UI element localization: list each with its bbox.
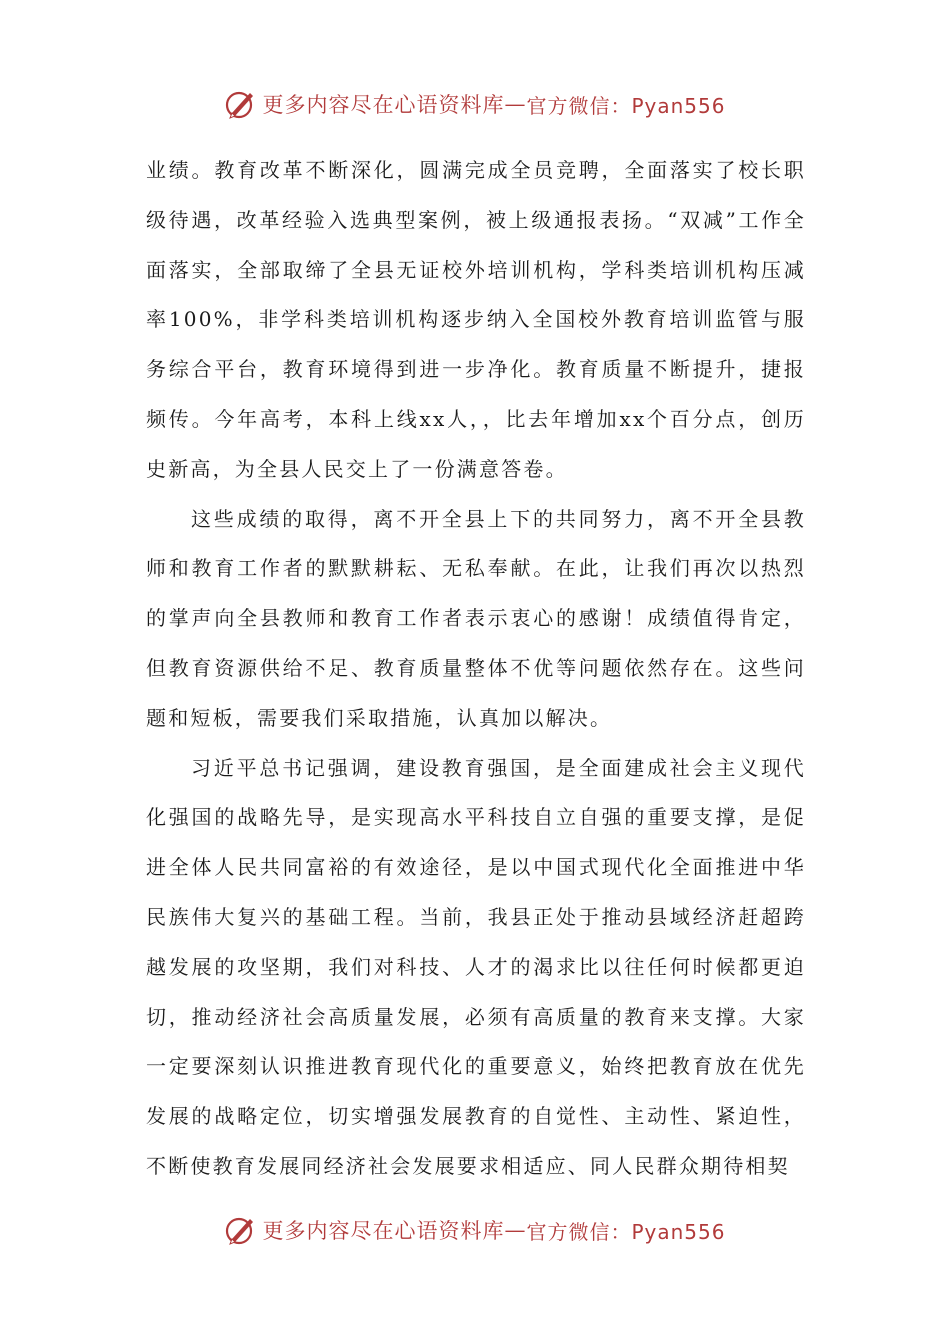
paragraph-thanks: 这些成绩的取得，离不开全县上下的共同努力，离不开全县教师和教育工作者的默默耕耘、无私奉献。在此，让我们再次以热烈的掌声向全县教师和教育工作者表示衷心的感谢！成绩值得肯定，但教育资源供给不足、教育质量整体不优等问题依然存在。这些问题和短板，需要我们采取措施，认真加以解决。 [146, 506, 806, 730]
banner-dash: — [504, 1218, 527, 1242]
pen-logo-icon [224, 1213, 258, 1247]
banner-wechat-text: 官方微信：Pyan556 [526, 93, 726, 118]
footer-watermark-banner [0, 1210, 950, 1250]
header-watermark-banner [0, 84, 950, 124]
paragraph-education-power: 习近平总书记强调，建设教育强国，是全面建成社会主义现代化强国的战略先导，是实现高水平科技自立自强的重要支撑，是促进全体人民共同富裕的有效途径，是以中国式现代化全面推进中华民族伟大复兴的基础工程。当前，我县正处于推动县域经济赶超跨越发展的攻坚期，我们对科技、人才的渴求比以往任何时候都更迫切，推动经济社会高质量发展，必须有高质量的教育来支撑。大家一定要深刻认识推进教育现代化的重要意义，始终把教育放在优先发展的战略定位，切实增强发展教育的自觉性、主动性、紧迫性，不断使教育发展同经济社会发展要求相适应、同人民群众期待相契 [146, 755, 806, 1178]
paragraph-achievements: 业绩。教育改革不断深化，圆满完成全员竞聘，全面落实了校长职级待遇，改革经验入选典型案例，被上级通报表扬。“双减”工作全面落实，全部取缔了全县无证校外培训机构，学科类培训机构压减率100%，非学科类培训机构逐步纳入全国校外教育培训监管与服务综合平台，教育环境得到进一步净化。教育质量不断提升，捷报频传。今年高考，本科上线xx人，，比去年增加xx个百分点，创历史新高，为全县人民交上了一份满意答卷。 [146, 158, 806, 481]
banner-wechat-text: 官方微信：Pyan556 [526, 1219, 726, 1244]
banner-dash: — [504, 92, 527, 116]
banner-site-text: 更多内容尽在心语资料库 [262, 93, 505, 117]
document-body [146, 146, 806, 1192]
banner-site-text: 更多内容尽在心语资料库 [262, 1219, 505, 1243]
pen-logo-icon [224, 87, 258, 121]
